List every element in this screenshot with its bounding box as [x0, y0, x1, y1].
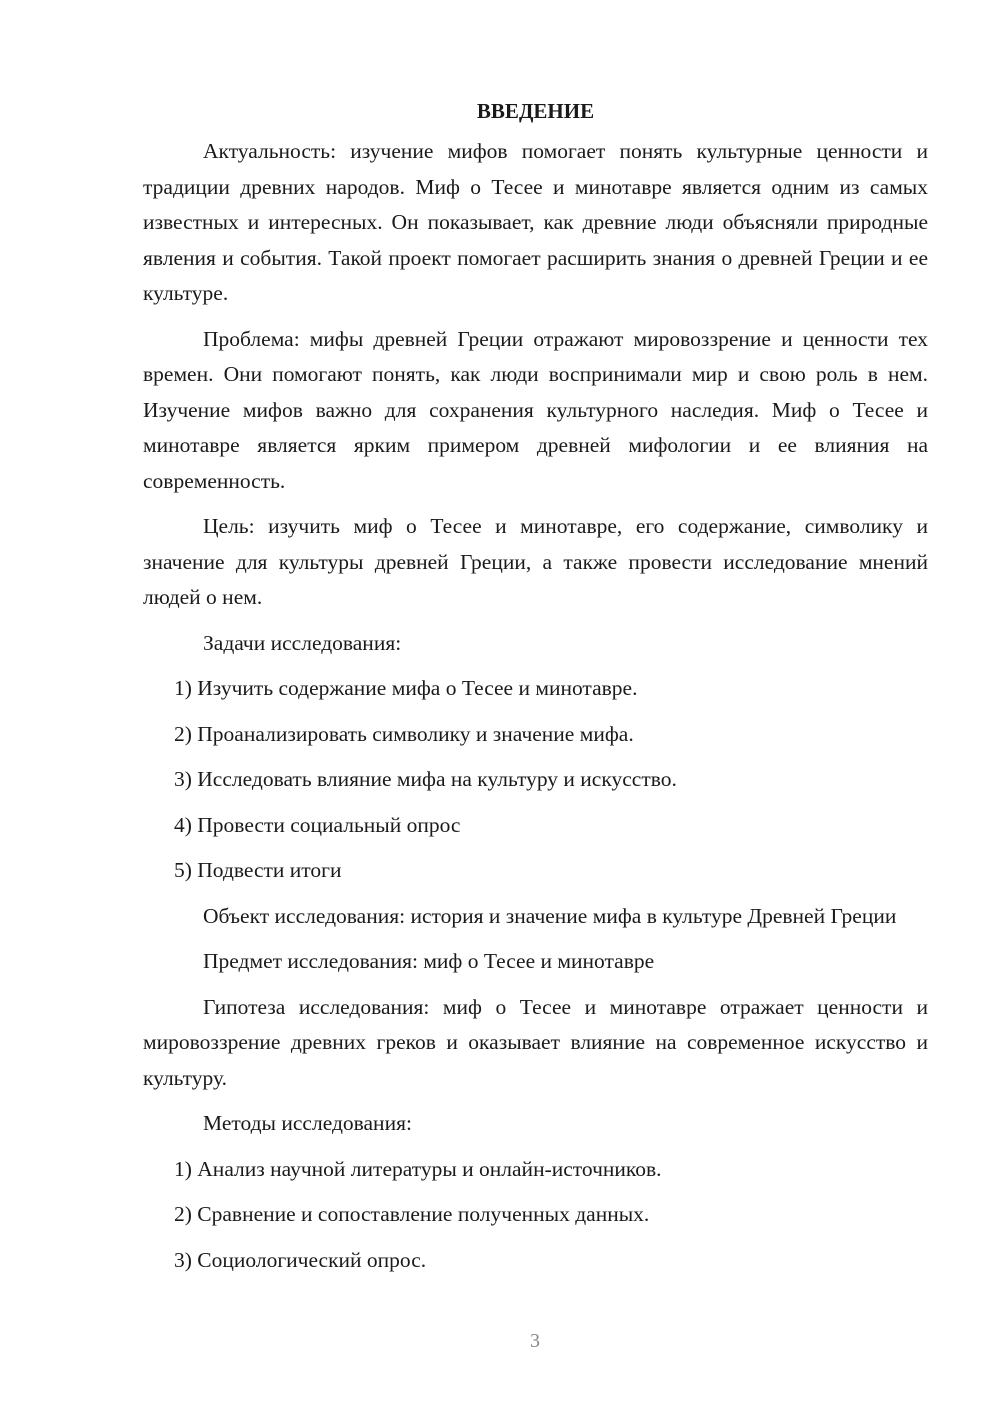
method-item: 1) Анализ научной литературы и онлайн-источников.: [174, 1156, 662, 1181]
relevance-paragraph: Актуальность: изучение мифов помогает понять культурные ценности и традиции древних народов. Миф о Тесее и минотавре является одним из самых известных и интересных. Он показывает, как древние люди объясняли природные явления и события. Такой проект помогает расширить знания о древней Греции и ее культуре.: [143, 139, 928, 305]
task-item: 1) Изучить содержание мифа о Тесее и минотавре.: [174, 676, 638, 700]
goal-paragraph: Цель: изучить миф о Тесее и минотавре, его содержание, символику и значение для культуры древней Греции, а также провести исследование мнений людей о нем.: [143, 514, 928, 609]
hypothesis-paragraph: Гипотеза исследования: миф о Тесее и минотавре отражает ценности и мировоззрение древних греков и оказывает влияние на современное искусство и культуру.: [143, 994, 928, 1090]
methods-heading: Методы исследования:: [203, 1111, 412, 1135]
method-item: 2) Сравнение и сопоставление полученных данных.: [174, 1202, 650, 1226]
document-page: [143, 96, 928, 1288]
page-number: 3: [530, 1330, 540, 1352]
subject-paragraph: Предмет исследования: миф о Тесее и минотавре: [203, 949, 655, 973]
task-item: 5) Подвести итоги: [174, 858, 342, 882]
method-item: 3) Социологический опрос.: [174, 1247, 427, 1272]
task-item: 4) Провести социальный опрос: [174, 812, 461, 837]
task-item: 3) Исследовать влияние мифа на культуру и искусство.: [174, 767, 677, 791]
page-title: ВВЕДЕНИЕ: [476, 99, 595, 123]
object-paragraph: Объект исследования: история и значение мифа в культуре Древней Греции: [203, 903, 897, 928]
task-item: 2) Проанализировать символику и значение мифа.: [174, 721, 634, 746]
tasks-heading: Задачи исследования:: [203, 630, 402, 655]
problem-paragraph: Проблема: мифы древней Греции отражают мировоззрение и ценности тех времен. Они помогают понять, как люди воспринимали мир и свою роль в нем. Изучение мифов важно для сохранения культурного наследия. Миф о Тесее и минотавре является ярким примером древней мифологии и ее влияния на современность.: [143, 326, 928, 493]
